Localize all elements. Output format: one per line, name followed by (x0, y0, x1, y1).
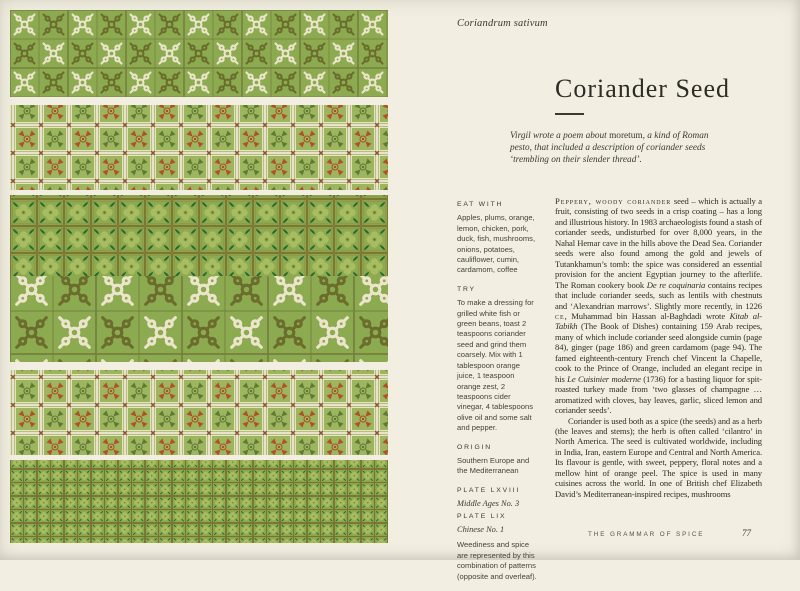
tile-band-x-lattice-top (10, 10, 388, 97)
sidebar-column (457, 200, 537, 591)
plate-1-label: PLATE LXVIII (457, 486, 521, 494)
body-text: Peppery, woody coriander seed – which is actually a fruit, consisting of two seeds in a crisp coating – has a long and illustrious history. In 1983 archaeologists found a stash of coriander seeds, undisturbed for over 8,000 years, in the Nahal Hemar cave in the hills above the Dead Sea. Coriander seeds were also found among the gold and jewels of Tutankhamun’s tomb: the spice was considered an essential provision for the ancient Egyptian journey to the afterlife. The Roman cookery book De re coquinaria contains recipes that include coriander seeds, such as lentils with chestnuts and ‘Alexandrian marrows’. Slightly more recently, in 1226 ce, Muhammad bin Hassan al-Baghdadi wrote Kitab al-Tabikh (The Book of Dishes) containing 159 Arab recipes, many of which include coriander seed alongside cumin (page 84), ginger (page 186) and green cardamom (page 94). The famed eighteenth-century French chef Vincent la Chapelle, cook to the Prince of Orange, included an elegant recipe in his Le Cuisinier moderne (1736) for a basting liquor for spit-roasted turkey made from ‘two glasses of champagne … aromatized with cloves, bay leaves, garlic, sliced lemon and coriander seeds’. Coriander is used both as a spice (the seeds) and as a herb (the leaves and stems); the herb is often called ‘cilantro’ in North America. The seed is cultivated worldwide, including in India, Iran, eastern Europe and Central and North America. Its flavour is gentle, with sweet, peppery, floral notes and a mellow hint of orange peel. The spice is used in many cuisines across the world. In one of British chef Elizabeth David’s Mediterranean-inspired recipes, mushrooms (555, 196, 763, 499)
sidebar-eat-with (457, 200, 537, 276)
sidebar-plates (457, 486, 537, 582)
eat-with-text: Apples, plums, orange, lemon, chicken, pork, duck, fish, mushrooms, onions, potatoes, cauliflower, cumin, cardamom, coffee (457, 213, 536, 275)
tile-band-x-lattice-large (10, 276, 388, 362)
origin-text: Southern Europe and the Mediterranean (457, 455, 530, 476)
title-rule (555, 113, 584, 115)
sidebar-try (457, 285, 537, 434)
species-name: Coriandrum sativum (457, 18, 548, 29)
origin-heading: ORIGIN (457, 443, 492, 451)
plate-1-name: Middle Ages No. 3 (457, 499, 520, 509)
running-footer-book-title: THE GRAMMAR OF SPICE (588, 531, 705, 538)
intro-quote: Virgil wrote a poem about moretum, a kind of Roman pesto, that included a description of coriander seeds ‘trembling on their slender thread’. (510, 131, 709, 165)
page-number: 77 (742, 528, 751, 538)
tile-band-floral-upper (10, 105, 388, 190)
plate-2-name: Chinese No. 1 (457, 524, 505, 534)
right-page (388, 0, 800, 581)
tile-band-quatrefoil (10, 195, 388, 276)
tile-band-quatrefoil-small-grid (10, 460, 388, 543)
try-text: To make a dressing for grilled white fish or green beans, toast 2 teaspoons coriander seed and grind them coarsely. Mix with 1 tablespoon orange juice, 1 teaspoon orange zest, 2 teaspoons cider vinegar, 4 tablespoons olive oil and some salt and pepper. (457, 298, 534, 433)
left-page-plate (10, 10, 388, 543)
page-title: Coriander Seed (555, 74, 731, 103)
plate-note: Weediness and spice are represented by this combination of patterns (opposite and overleaf). (457, 540, 537, 581)
tile-band-floral-lower (10, 370, 388, 455)
eat-with-heading: EAT WITH (457, 201, 504, 208)
try-heading: TRY (457, 285, 476, 293)
plate-2-label: PLATE LIX (457, 512, 507, 520)
ornament-plate-art (10, 10, 388, 543)
sidebar-origin (457, 443, 537, 477)
